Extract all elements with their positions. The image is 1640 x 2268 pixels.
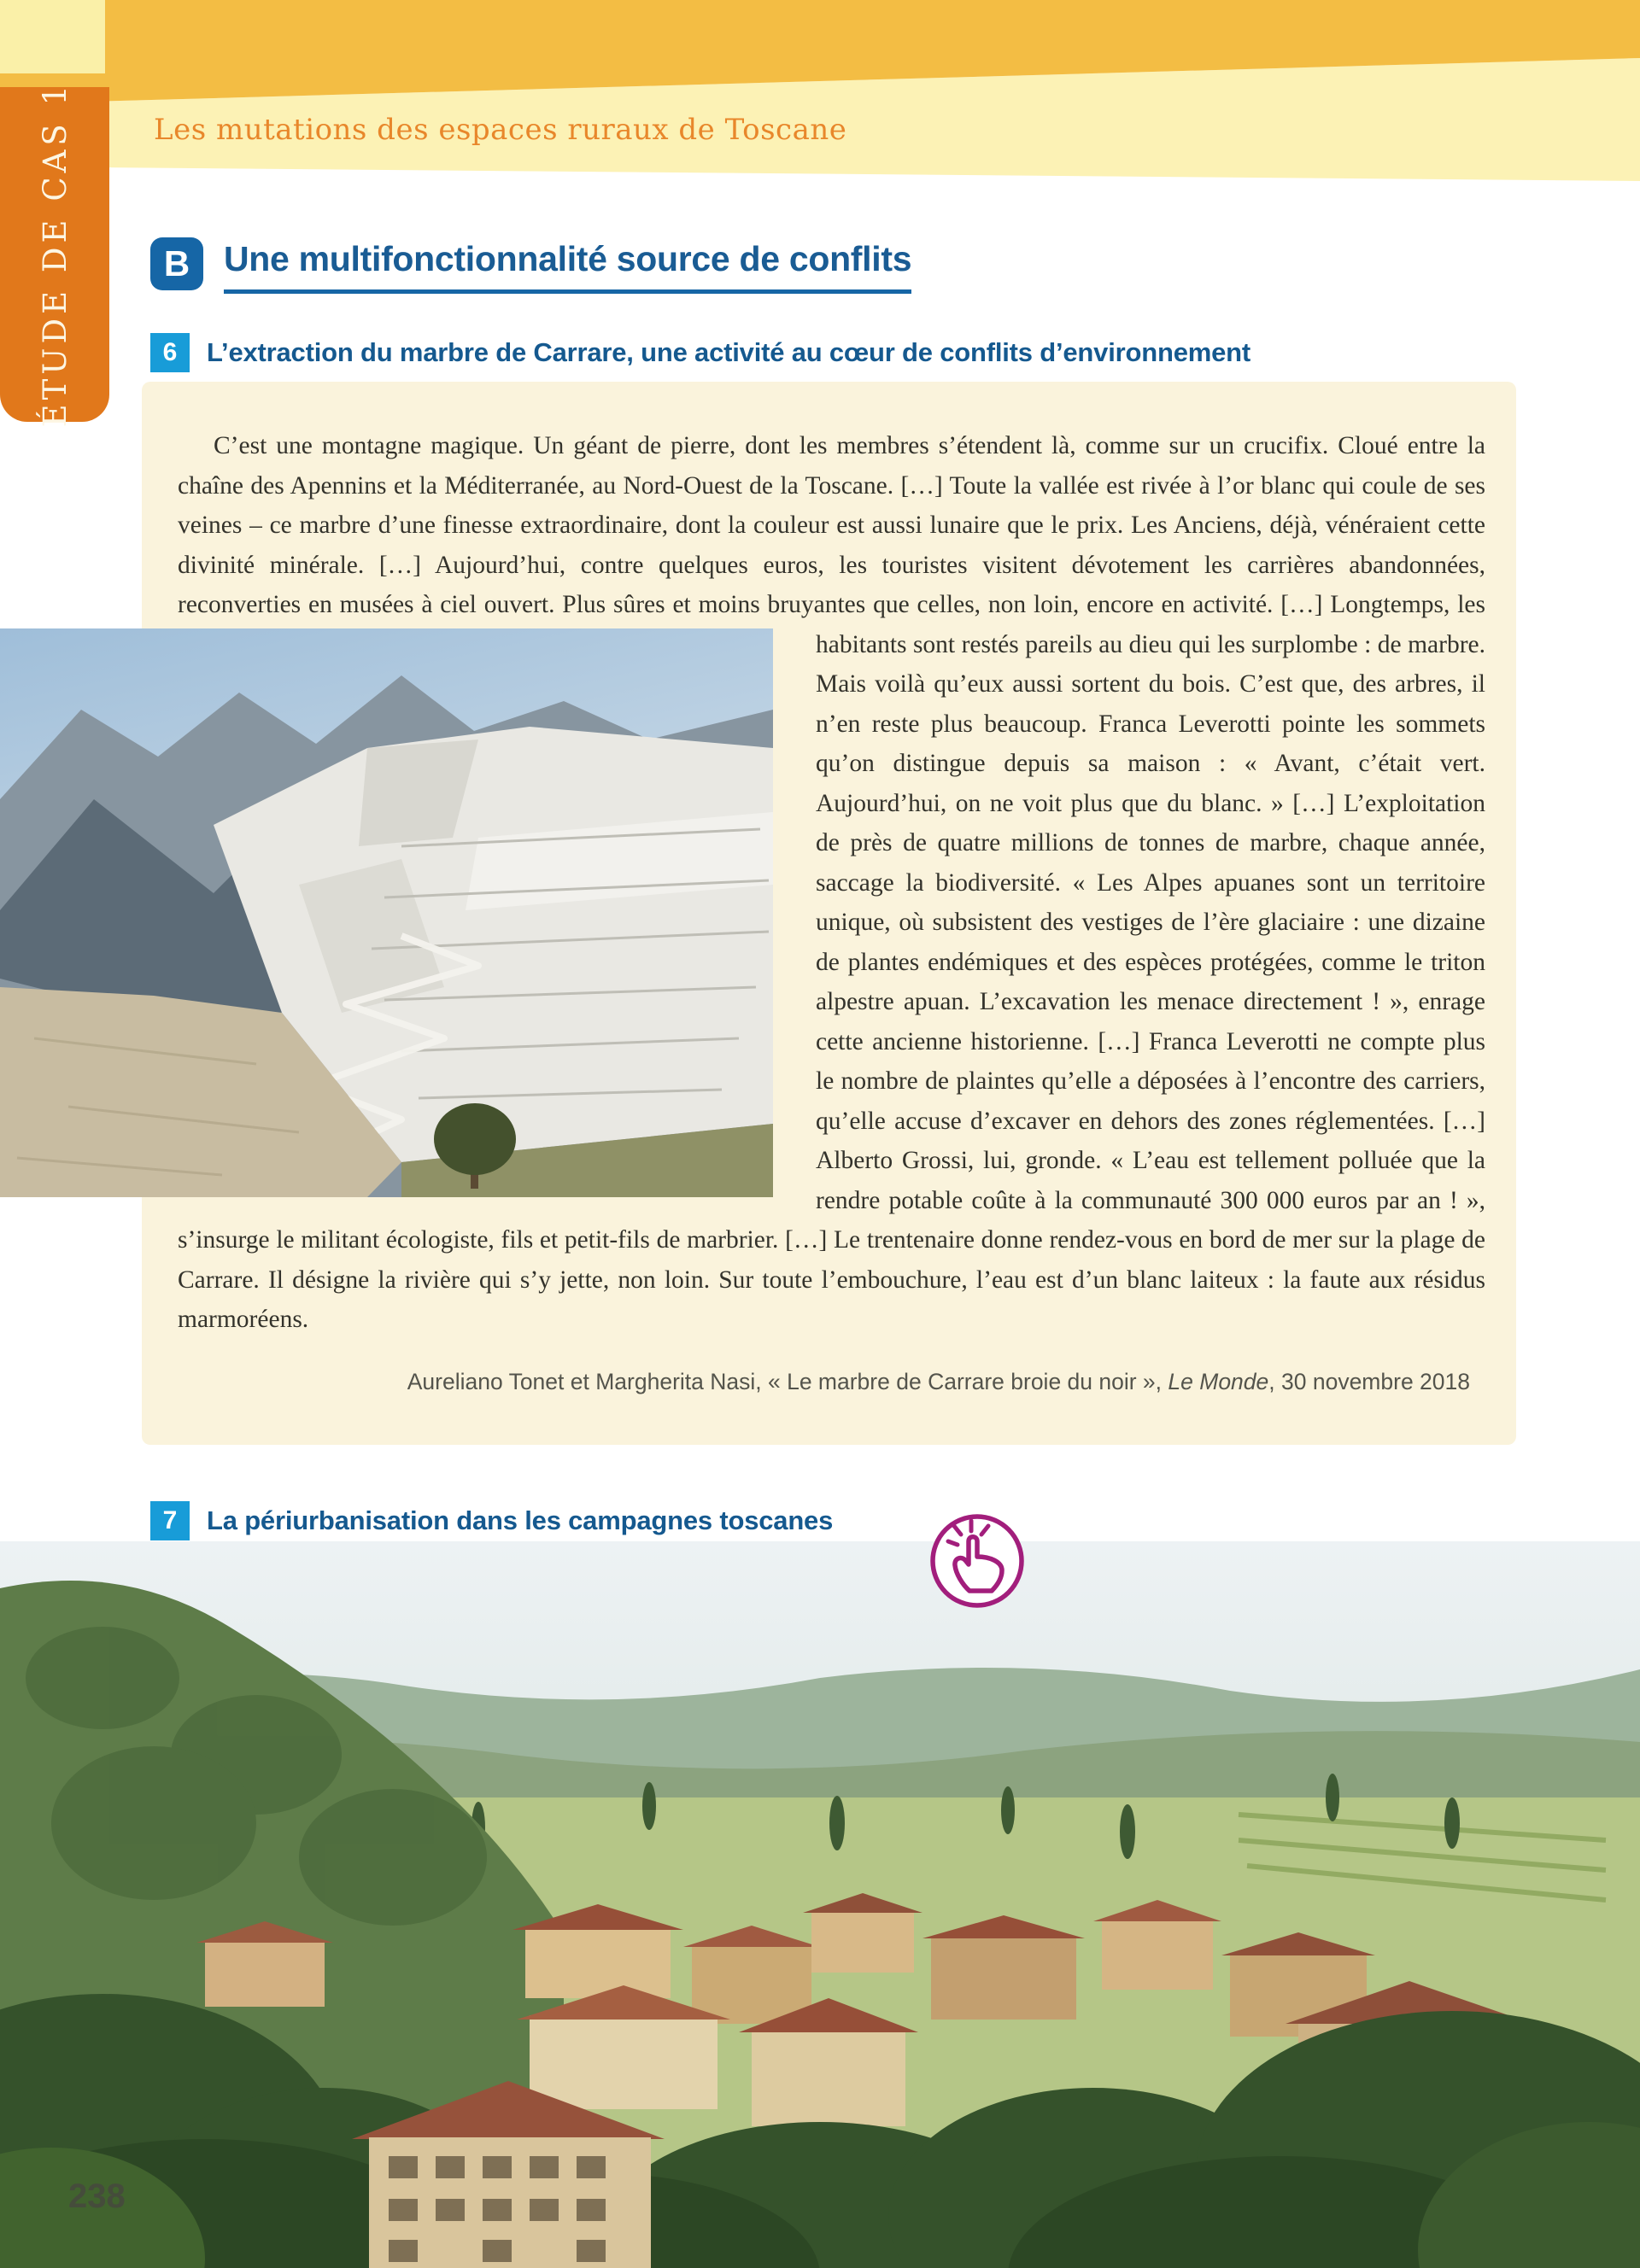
section-b-title: Une multifonctionnalité source de conflits	[224, 239, 911, 294]
doc6-body-text	[178, 426, 1485, 1340]
doc7-heading	[150, 1501, 833, 1540]
doc6-number-badge: 6	[150, 333, 190, 372]
attribution-authors: Aureliano Tonet et Margherita Nasi, « Le marbre de Carrare broie du noir »,	[407, 1368, 1168, 1394]
doc6-title: L’extraction du marbre de Carrare, une activité au cœur de conflits d’environnement	[207, 337, 1250, 367]
doc7-number-badge: 7	[150, 1501, 190, 1540]
quarry-photo	[0, 628, 773, 1197]
chapter-title: Les mutations des espaces ruraux de Toscane	[154, 113, 847, 147]
doc6-body-part2: loin, encore en activité. […] Longtemps, les habitants sont restés pareils au dieu qui les surplombe : de marbre. Mais voilà qu’eux aussi sortent du bois. C’est que, des arbres, il n’en reste plus beaucoup. Franca Leverotti pointe les sommets qu’on distingue depuis sa maison : « Avant, c’était vert. Aujourd’hui, on ne voit plus que du blanc. » […] L’exploitation de près de quatre millions de tonnes de marbre, chaque année, saccage la biodiversité. « Les Alpes apuanes sont un territoire unique, où subsistent des vestiges de l’ère glaciaire : une dizaine de plantes endémiques et des espèces protégées, comme le triton alpestre apuan. L’excavation les menace directement ! », enrage cette ancienne historienne. […] Franca Leverotti ne compte plus le nombre de plaintes qu’elle a déposées à l’encontre des carriers, qu’elle accuse d’excaver en dehors des zones réglementées. […] Alberto Grossi, lui, gronde. « L’eau est tellement polluée que la rendre potable coûte à la communauté 300 000 euros par an ! », s’insurge le militant écologiste, fils et petit-fils de marbrier. […] Le trentenaire donne rendez-vous en bord de mer sur la plage de Carrare. Il désigne la rivière qui s’y jette, non loin. Sur toute l’embouchure, l’eau est d’un blanc laiteux : la faute aux résidus marmoréens.	[178, 591, 1485, 1333]
page-number: 238	[68, 2177, 126, 2215]
section-b-heading	[150, 237, 911, 294]
click-hand-icon[interactable]	[927, 1507, 1028, 1611]
doc6-body-part1: C’est une montagne magique. Un géant de pierre, dont les membres s’étendent là, comme sur un crucifix. Cloué entre la chaîne des Apennins et la Méditerranée, au Nord-Ouest de la Toscane. […] Toute la vallée est rivée à l’or blanc qui coule de ses veines – ce marbre d’une finesse extraordinaire, dont la couleur est aussi lunaire que le prix. Les Anciens, déjà, vénéraient cette divinité minérale. […] Aujourd’hui, contre quelques euros, les touristes visitent dévotement les carrières abandonnées, reconverties en musées à ciel ouvert. Plus sûres et moins bruyantes que celles, non	[178, 432, 1485, 618]
attribution-source: Le Monde	[1168, 1368, 1269, 1394]
doc6-heading	[150, 333, 1250, 372]
doc6-panel	[142, 382, 1516, 1445]
header-corner-block	[0, 0, 105, 73]
case-study-tab-label: ÉTUDE DE CAS 1	[36, 81, 73, 428]
case-study-tab	[0, 81, 109, 428]
section-b-badge: B	[150, 237, 203, 290]
tuscany-photo	[0, 1541, 1640, 2268]
doc7-title: La périurbanisation dans les campagnes toscanes	[207, 1505, 834, 1535]
doc6-attribution	[178, 1369, 1485, 1395]
attribution-date: , 30 novembre 2018	[1268, 1368, 1470, 1394]
